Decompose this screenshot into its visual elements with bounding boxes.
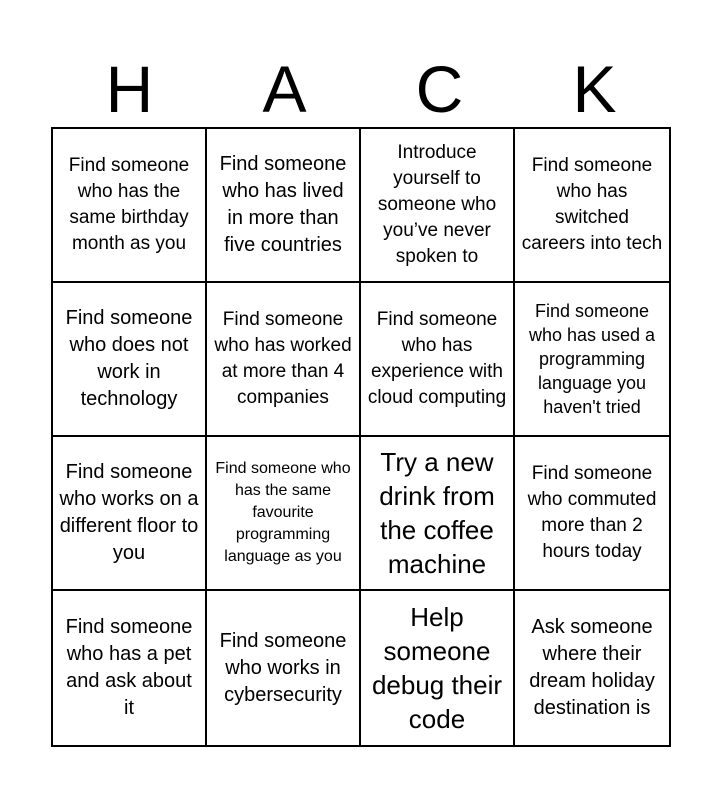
bingo-cell-text: Introduce yourself to someone who you’ve never spoken to <box>377 142 497 267</box>
bingo-cell-r2c1[interactable] <box>53 283 207 437</box>
bingo-cell-r2c4[interactable] <box>515 283 669 437</box>
header-letter-a: A <box>262 52 307 126</box>
bingo-cell-r2c3[interactable] <box>361 283 515 437</box>
bingo-cell-text: Find someone who works in cybersecurity <box>219 629 347 706</box>
bingo-cell-text: Try a new drink from the coffee machine <box>379 447 495 579</box>
bingo-cell-r3c2[interactable] <box>207 437 361 591</box>
bingo-cell-text: Find someone who has worked at more than 4 companies <box>214 309 352 408</box>
bingo-cell-r1c4[interactable] <box>515 129 669 283</box>
bingo-cell-text: Find someone who does not work in technology <box>65 307 193 410</box>
bingo-cell-r2c2[interactable] <box>207 283 361 437</box>
bingo-header <box>52 50 672 128</box>
bingo-cell-text: Find someone who has the same favourite programming language as you <box>215 460 351 565</box>
bingo-cell-text: Help someone debug their code <box>371 602 503 734</box>
bingo-grid <box>51 127 671 747</box>
header-letter-k: K <box>572 52 617 126</box>
bingo-cell-text: Find someone who works on a different floor to you <box>59 461 199 564</box>
bingo-cell-text: Find someone who has lived in more than five countries <box>219 153 347 256</box>
bingo-cell-text: Find someone who has used a programming language you haven't tried <box>528 301 656 417</box>
bingo-cell-text: Find someone who has experience with cloud computing <box>367 309 507 408</box>
bingo-cell-r4c4[interactable] <box>515 591 669 745</box>
bingo-cell-r1c3[interactable] <box>361 129 515 283</box>
bingo-cell-text: Find someone who commuted more than 2 hours today <box>527 463 657 562</box>
bingo-cell-r3c3[interactable] <box>361 437 515 591</box>
bingo-cell-text: Find someone who has a pet and ask about it <box>65 616 193 719</box>
bingo-cell-r4c3[interactable] <box>361 591 515 745</box>
bingo-cell-r3c1[interactable] <box>53 437 207 591</box>
bingo-cell-text: Find someone who has the same birthday month as you <box>68 155 190 254</box>
bingo-cell-r4c2[interactable] <box>207 591 361 745</box>
bingo-cell-r4c1[interactable] <box>53 591 207 745</box>
bingo-cell-r1c2[interactable] <box>207 129 361 283</box>
header-letter-c: C <box>415 52 464 126</box>
bingo-cell-r3c4[interactable] <box>515 437 669 591</box>
bingo-cell-text: Find someone who has switched careers into tech <box>521 155 663 254</box>
bingo-cell-text: Ask someone where their dream holiday destination is <box>529 616 655 719</box>
bingo-cell-r1c1[interactable] <box>53 129 207 283</box>
header-letter-h: H <box>105 52 154 126</box>
